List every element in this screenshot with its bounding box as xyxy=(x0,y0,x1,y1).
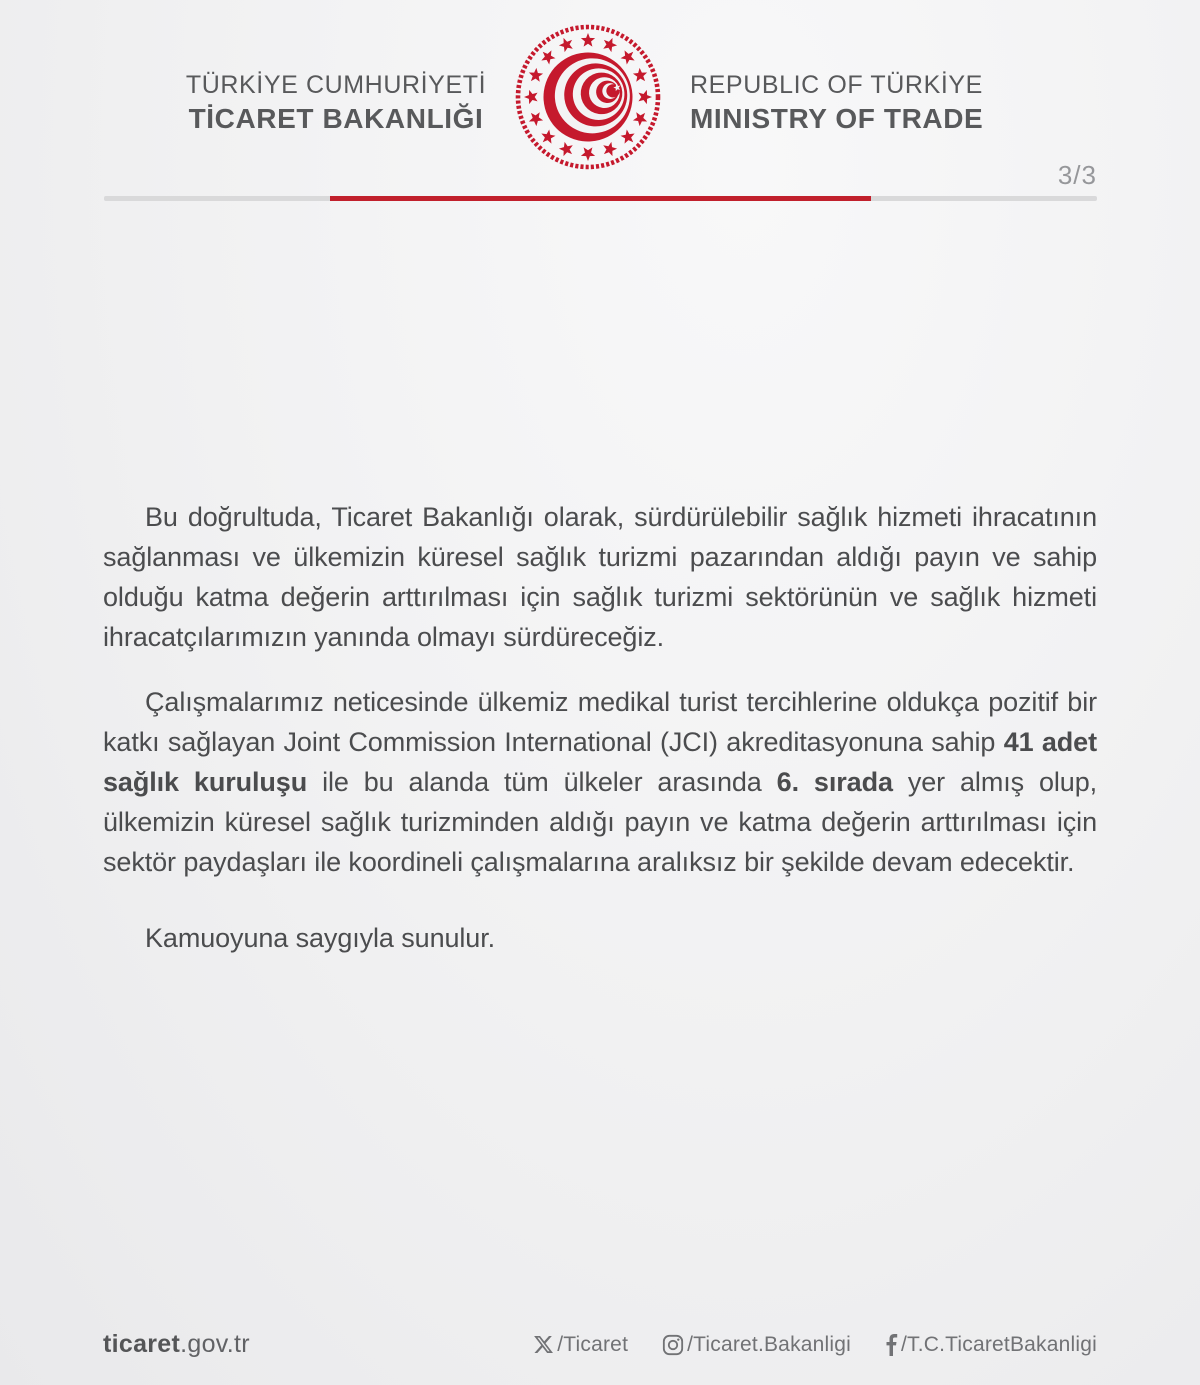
website-link[interactable] xyxy=(103,1330,250,1359)
instagram-icon xyxy=(662,1334,684,1356)
social-handle: /Ticaret xyxy=(557,1332,629,1356)
org-en-line2: MINISTRY OF TRADE xyxy=(690,103,984,134)
social-link-x[interactable] xyxy=(533,1333,628,1357)
social-handle: /Ticaret.Bakanligi xyxy=(687,1332,851,1356)
page-number: 3/3 xyxy=(1057,160,1097,190)
social-link-facebook[interactable] xyxy=(885,1333,1097,1357)
facebook-icon xyxy=(885,1334,898,1356)
body-paragraph: Kamuoyuna saygıyla sunulur. xyxy=(145,923,496,953)
website-rest: .gov.tr xyxy=(180,1330,250,1358)
social-links xyxy=(533,1333,1097,1357)
body-paragraphs xyxy=(103,497,1097,983)
body-paragraph: Çalışmalarımız neticesinde ülkemiz medikal turist tercihlerine oldukça pozitif bir katkı sağlayan Joint Commission International (JCI) akreditasyonuna sahip 41 adet sağlık kuruluşu ile bu alanda tüm ülkeler arasında 6. sırada yer almış olup, ülkemizin küresel sağlık turizminden aldığı payın ve katma değerin arttırılması için sektör paydaşları ile koordineli çalışmalarına aralıksız bir şekilde devam edecektir. xyxy=(103,687,1098,877)
website-bold: ticaret xyxy=(103,1330,181,1358)
org-tr-line1: TÜRKİYE CUMHURİYETİ xyxy=(185,71,487,99)
divider-accent xyxy=(330,196,871,201)
ministry-of-trade-emblem-icon xyxy=(513,22,663,172)
org-en-line1: REPUBLIC OF TÜRKİYE xyxy=(690,71,983,99)
ministry-name-turkish xyxy=(152,70,520,135)
body-paragraph: Bu doğrultuda, Ticaret Bakanlığı olarak, sürdürülebilir sağlık hizmeti ihracatının sağlanması ve ülkemizin küresel sağlık turizmi pazarından aldığı payın ve sahip olduğu katma değerin arttırılması için sağlık turizmi sektörünün ve sağlık hizmeti ihracatçılarımızın yanında olmayı sürdüreceğiz. xyxy=(103,502,1097,652)
x-twitter-icon xyxy=(533,1334,554,1355)
ministry-name-english xyxy=(690,70,984,135)
social-link-instagram[interactable] xyxy=(662,1333,851,1357)
divider-line xyxy=(104,196,1097,201)
social-handle: /T.C.TicaretBakanligi xyxy=(901,1332,1097,1356)
footer xyxy=(0,1330,1200,1359)
org-tr-line2: TİCARET BAKANLIĞI xyxy=(188,103,484,134)
